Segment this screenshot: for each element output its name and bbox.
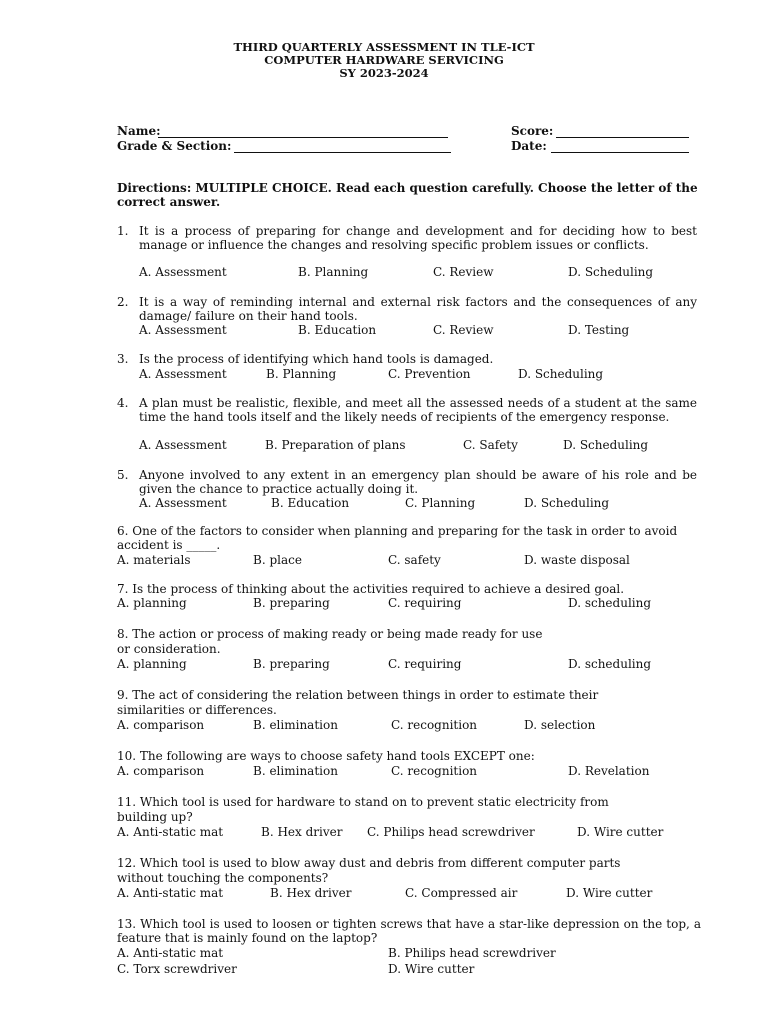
question-text-continued: without touching the components? [117,871,329,885]
option-c[interactable]: C. recognition [391,718,478,732]
date-blank[interactable] [551,152,689,153]
option-b[interactable]: B. Hex driver [261,825,343,839]
option-d[interactable]: D. Scheduling [524,496,610,510]
option-b[interactable]: B. Education [271,496,350,510]
question-text: 12. Which tool is used to blow away dust and debris from different computer parts [117,856,621,870]
option-d[interactable]: D. Wire cutter [566,886,653,900]
question-number: 3. [117,352,129,366]
grade-section-label: Grade & Section: [117,139,232,153]
option-b[interactable]: B. Education [298,323,377,337]
option-d[interactable]: D. selection [524,718,596,732]
option-a[interactable]: A. Assessment [139,367,227,381]
option-a[interactable]: A. materials [117,553,191,567]
option-c[interactable]: C. Review [433,265,494,279]
option-b[interactable]: B. preparing [253,657,330,671]
name-blank[interactable] [158,137,448,138]
option-c[interactable]: C. Philips head screwdriver [367,825,535,839]
question-number: 1. [117,224,129,238]
name-label: Name: [117,124,161,138]
question-text: 6. One of the factors to consider when planning and preparing for the task in order to avoid accident is _____. [117,524,678,553]
question-text: It is a process of preparing for change and development and for deciding how to best manage or influence the changes and resolving specific problem issues or conflicts. [139,224,697,253]
option-d[interactable]: D. Revelation [568,764,650,778]
option-a[interactable]: A. Anti-static mat [117,946,224,960]
option-c[interactable]: C. Compressed air [405,886,518,900]
exam-title: THIRD QUARTERLY ASSESSMENT IN TLE-ICT [233,40,535,54]
option-b[interactable]: B. Philips head screwdriver [388,946,556,960]
option-a[interactable]: A. Assessment [139,265,227,279]
option-a[interactable]: A. Assessment [139,496,227,510]
option-d[interactable]: D. Scheduling [563,438,649,452]
question-text: Anyone involved to any extent in an emergency plan should be aware of his role and be given the chance to practice actually doing it. [139,468,697,497]
option-a[interactable]: A. Anti-static mat [117,886,224,900]
question-number: 2. [117,295,129,309]
question-text: 13. Which tool is used to loosen or tighten screws that have a star-like depression on the top, a feature that is mainly found on the laptop? [117,917,701,946]
score-label: Score: [511,124,554,138]
option-d[interactable]: D. Wire cutter [388,962,475,976]
option-b[interactable]: B. elimination [253,764,338,778]
date-label: Date: [511,139,547,153]
option-a[interactable]: A. comparison [117,718,205,732]
grade-section-blank[interactable] [234,152,451,153]
option-a[interactable]: A. Assessment [139,438,227,452]
question-text-continued: building up? [117,810,193,824]
option-a[interactable]: A. Assessment [139,323,227,337]
question-text: It is a way of reminding internal and external risk factors and the consequences of any damage/ failure on their hand tools. [139,295,697,324]
question-text: 7. Is the process of thinking about the activities required to achieve a desired goal. [117,582,625,596]
option-c[interactable]: C. requiring [388,596,462,610]
option-c[interactable]: C. requiring [388,657,462,671]
question-text: 11. Which tool is used for hardware to stand on to prevent static electricity from [117,795,609,809]
question-text: A plan must be realistic, flexible, and meet all the assessed needs of a student at the same time the hand tools itself and the likely needs of recipients of the emergency response. [139,396,697,425]
option-c[interactable]: C. Review [433,323,494,337]
question-text-continued: or consideration. [117,642,221,656]
question-number: 5. [117,468,129,482]
option-d[interactable]: D. scheduling [568,657,652,671]
option-b[interactable]: B. preparing [253,596,330,610]
option-c[interactable]: C. safety [388,553,441,567]
option-d[interactable]: D. Scheduling [568,265,654,279]
option-c[interactable]: C. Planning [405,496,476,510]
option-c[interactable]: C. Torx screwdriver [117,962,237,976]
question-text-continued: similarities or differences. [117,703,277,717]
question-text: Is the process of identifying which hand tools is damaged. [139,352,494,366]
option-b[interactable]: B. Hex driver [270,886,352,900]
exam-subject: COMPUTER HARDWARE SERVICING [264,53,504,67]
option-b[interactable]: B. Preparation of plans [265,438,406,452]
option-b[interactable]: B. Planning [266,367,337,381]
option-a[interactable]: A. Anti-static mat [117,825,224,839]
option-d[interactable]: D. scheduling [568,596,652,610]
option-d[interactable]: D. Scheduling [518,367,604,381]
option-b[interactable]: B. Planning [298,265,369,279]
score-blank[interactable] [556,137,689,138]
option-b[interactable]: B. place [253,553,302,567]
question-text: 8. The action or process of making ready or being made ready for use [117,627,543,641]
option-b[interactable]: B. elimination [253,718,338,732]
option-d[interactable]: D. waste disposal [524,553,630,567]
option-d[interactable]: D. Wire cutter [577,825,664,839]
option-c[interactable]: C. recognition [391,764,478,778]
option-c[interactable]: C. Safety [463,438,518,452]
question-text: 9. The act of considering the relation between things in order to estimate their [117,688,599,702]
school-year: SY 2023-2024 [339,66,429,80]
option-a[interactable]: A. planning [117,596,187,610]
option-c[interactable]: C. Prevention [388,367,471,381]
directions: Directions: MULTIPLE CHOICE. Read each question carefully. Choose the letter of the correct answer. [117,181,698,209]
option-d[interactable]: D. Testing [568,323,630,337]
question-text: 10. The following are ways to choose safety hand tools EXCEPT one: [117,749,535,763]
option-a[interactable]: A. comparison [117,764,205,778]
option-a[interactable]: A. planning [117,657,187,671]
question-number: 4. [117,396,129,410]
